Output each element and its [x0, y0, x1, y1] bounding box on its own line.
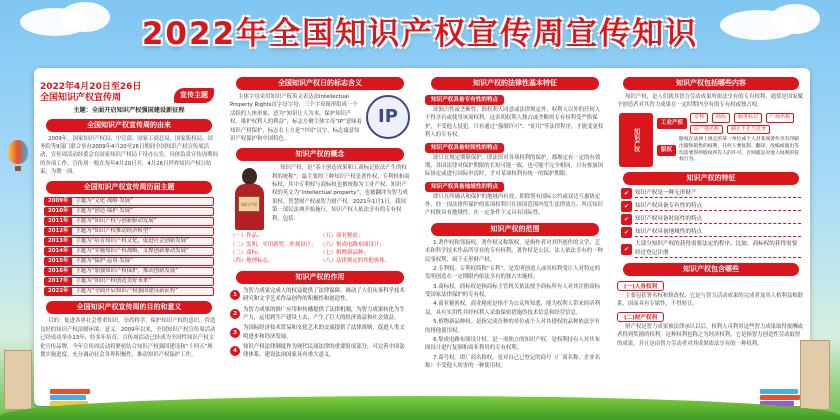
- ip-kind: （三）商标；: [230, 250, 263, 256]
- history-theme: 主题为“创造·保护·发展”: [72, 207, 214, 216]
- role-item: [230, 287, 410, 304]
- check-icon: ✔: [621, 188, 632, 199]
- diagram-branch-industrial: [657, 113, 803, 135]
- event-date: 2022年4月20日至26日: [40, 82, 142, 92]
- history-theme: 主题为“全面开启知识产权强国建设新征程”: [72, 287, 214, 296]
- page-title: 2022年全国知识产权宣传周宣传知识: [141, 16, 699, 52]
- balloon-basket-icon: [15, 166, 21, 171]
- history-theme: 主题为“加强知识产权保护，推动创新发展”: [72, 267, 214, 276]
- history-year: 2014年: [44, 247, 72, 256]
- section-header-features: 知识产权的特征: [623, 172, 799, 185]
- ip-kind: （二）发明、实用新型、外观设计；: [230, 241, 317, 248]
- scope-item: 2.专利权。专利权简称“专利”，是发明创造人或其权利受让人对特定的发明创造在一定期限内依法享有的独占实施权。: [425, 265, 601, 281]
- history-item: [44, 247, 214, 256]
- contents-text: 知识产权，是人们就其智力劳动成果所依法享有的专有权利，通常是国家赋予创造者对其智力成果在一定时期内享有的专有权或独占权。: [617, 94, 803, 109]
- scope-item: 6.集成电路布图设计权。是一项独立的知识产权，是权利持有人对其布图设计进行复制和商业利用的专有权利。: [425, 336, 600, 352]
- personal-rights-label: (一)人身权利: [617, 281, 664, 291]
- history-theme: 主题为“知识产权推动经济转型”: [72, 227, 214, 236]
- feature-item: [621, 227, 801, 238]
- feature-text: 知识产权具备时间性的特点: [635, 215, 801, 225]
- diagram-branches: [653, 113, 803, 167]
- scope-item: 1.著作权和邻接权。著作权又称版权，是指作者对其所创作的文学、艺术和科学技术作品所享有的专有权利。著作权是公民、法人依法享有的一种民事权利，属于无形财产权。: [425, 239, 603, 263]
- check-icon: ✔: [621, 201, 632, 212]
- history-year: 2009年: [44, 197, 72, 206]
- theme-badge: 宣传主题: [174, 88, 214, 103]
- history-theme: 主题为“培育知识产权文化，促进社会创新发展”: [72, 237, 214, 246]
- scope-item: 4.商业秘密权。商业秘密是指不为公众所知悉，能为权利人带来经济利益，具有实用性并经权利人采取保密措施的技术信息和经营信息。: [425, 301, 600, 316]
- person-head: [242, 168, 257, 185]
- ip-structure-diagram: [619, 113, 803, 167]
- feature-region-label: 知识产权具备地域性的特点: [425, 182, 504, 192]
- column-1: [40, 74, 218, 400]
- number-badge: 2: [230, 309, 240, 319]
- history-year: 2010年: [44, 207, 72, 216]
- role-text: 为智力成果完成人的权益提供了法律保障，调动了人们从事科学技术研究和文学艺术作品创作的积极性和创造性。: [243, 287, 405, 303]
- ip-kind: （一）作品；: [230, 233, 263, 240]
- section-header-logo: 全国知识产权日的标志含义: [236, 77, 404, 90]
- column-2: [230, 74, 410, 400]
- diagram-leaf: 制止不正当竞争: [727, 125, 770, 135]
- purpose-text: 目的：促进各界社会尊重知识，崇尚科学，保护知识产权的意识，营造良好的知识产权法制环境。意义：2009年以来，全国知识产权宣传周活动已经成功举办13年，经多年培育，宣传周活动已经成为全国性知识产权文化宣传品牌，今年宣传周活动将紧密结合知识产权强国建设和“十四五”规划实施进度，充分调动社会各界积极性，推动知识产权保护工作。: [40, 318, 216, 358]
- number-badge: 1: [230, 290, 240, 300]
- history-item: [44, 207, 214, 216]
- history-list: [40, 197, 218, 296]
- history-year: 2012年: [44, 227, 72, 236]
- history-item: [44, 237, 214, 246]
- check-icon: ✔: [621, 244, 632, 255]
- number-badge: 4: [230, 346, 240, 356]
- section-header-concept: 知识产权的概念: [236, 148, 404, 161]
- person-holding-book-illustration: [230, 166, 268, 230]
- scope-item: 7.商号权。即厂商名称权，是对自己已登记的商号（厂商名称、企业名称）不受他人妨害的一种使用权。: [425, 354, 600, 369]
- history-item: [44, 287, 214, 296]
- history-year: 2022年: [44, 287, 72, 296]
- history-item: [44, 217, 214, 226]
- diagram-leaf: 商标: [712, 113, 730, 123]
- role-item: [230, 343, 410, 360]
- diagram-leaf: 原产地名称: [690, 125, 723, 135]
- feature-text: 知识产权具备专有性的特点: [635, 202, 801, 212]
- building-illustration: [800, 340, 830, 410]
- diagram-root: 知识产权: [619, 113, 653, 167]
- section-header-scope: 知识产权的范围: [431, 223, 599, 236]
- section-header-history: 全国知识产权宣传周历届主题: [46, 181, 212, 194]
- history-theme: 主题为“保护·运用·发展”: [72, 257, 214, 266]
- feature-time-label: 知识产权具备时间性的特点: [425, 143, 504, 153]
- ip-kind: （七）植物新品种；: [320, 250, 369, 256]
- history-item: [44, 257, 214, 266]
- ip-logo-icon: IP: [366, 95, 410, 139]
- diagram-category: 版权: [657, 145, 676, 156]
- diagram-leaf: 服务标记: [734, 113, 762, 123]
- history-theme: 主题为“知识产权创造美好未来”: [72, 277, 214, 286]
- feature-item: [621, 214, 801, 225]
- origin-text: 2009年，国家知识产权局、中宣部、国家工商总局、国家版权局、国务院等9部门联合举办2009年4月20至26日期间全国知识产权宣传周活动，宣传周活动经委会在国家知识产权局下设办公室，具体负责宣传周期间的各项工作。宣传周一般在每年4月20日开，4月26日世界知识产权日结束，为期一周。: [40, 135, 218, 176]
- scope-item: 5.植物新品种权。是指完成育种的单位或个人对其授权的品种依法享有的排他使用权。: [425, 319, 600, 334]
- ip-kinds-grid: [230, 232, 410, 266]
- history-item: [44, 277, 214, 286]
- history-item: [44, 227, 214, 236]
- ip-kind: （六）集成电路布图设计；: [320, 241, 385, 248]
- role-item: [230, 306, 410, 323]
- diagram-leaves: [690, 113, 803, 135]
- history-year: 2015年: [44, 257, 72, 266]
- role-text: 为国际经济技术贸易和文化艺术的交流提供了法律准则，促进人类文明进步和经济发展。: [243, 325, 405, 340]
- ip-kind: （五）商业秘密；: [320, 233, 364, 240]
- history-item: [44, 267, 214, 276]
- feature-time-text: 即只在规定期限保护。即法律对各项权利的保护，都规定有一定的有效期，各国法律对保护期限的长短可能一致，也可能不完全相同，只有参加国际协定或进行国际申请时，才对某项权利有统一的保护期限。: [425, 154, 603, 178]
- building-illustration: [4, 350, 32, 410]
- diagram-leaf: 厂商名称: [766, 113, 794, 123]
- property-rights-label: (二)财产权利: [617, 312, 664, 322]
- history-year: 2016年: [44, 267, 72, 276]
- book-icon: 知识产权: [238, 196, 260, 212]
- role-text: 为智力成果的推广应用和传播提供了法律机制，为智力成果转化为生产力，运用到生产建设上去，产生了巨大的经济效益和社会效益。: [243, 306, 405, 321]
- feature-exclusive-text: 即独占性或垄断性；除权利人同意或法律规定外，权利人以外的任何人不得享有或使用该项权利。这表明权利人独占或垄断的专有权利受严格保护，不受他人侵犯。只有通过“强制许可”、“征用”等法律程序，才能变更权利人的专有权。: [425, 107, 604, 139]
- books-stack-right-icon: [760, 388, 800, 406]
- check-icon: ✔: [621, 214, 632, 225]
- history-theme: 主题为“文化·战略·发展”: [72, 197, 214, 206]
- concept-text: 知识产权，是“基于创造成果和工商标记依法产生的权利的统称”。最主要的三种知识产权是著作权、专利权和商标权，其中专利权与商标权也被统称为工业产权。知识产权的英文为“intellectual property”，也被翻译为智力成果权、智慧财产权或智力财产权。2021年1月1日，我国第一部民法典开始施行，知识产权人依法享有的专有权利，包括：: [272, 165, 410, 222]
- diagram-category: 工业产权: [657, 118, 687, 129]
- feature-item: [621, 188, 801, 199]
- diagram-leaf: 专利: [690, 113, 708, 123]
- section-header-purpose: 全国知识产权宣传周的目的和意义: [46, 301, 212, 314]
- history-theme: 主题为“知识产权与创新驱动发展”: [72, 217, 214, 226]
- ip-kind: （八）法律规定的其他客体。: [320, 258, 391, 265]
- role-item: [230, 324, 410, 341]
- history-theme: 主题为“实施知识产权战略，支撑创新驱动发展”: [72, 247, 214, 256]
- number-badge: 3: [230, 328, 240, 338]
- feature-text: 知识产权具备地域性的特点: [635, 228, 801, 238]
- history-year: 2013年: [44, 237, 72, 246]
- logo-text: 主体字母采用知识产权英文表达法intellectual Property Rights首字母字母，三个字母图形组成一个活跃的人体形象，意为“知识让人为本，保护知识产权，维护权利人的利益”，标志左侧主体字母“IP”意味着知识产权保护，标志右上方是“中国”汉字，标志寓意知识产权保护和中国特色。: [230, 94, 362, 142]
- property-rights-text: 财产权是智力成果被法律承认以后，权利人可利用这些智力成果取得报酬或者得到奖励的权利，这种权利也称之为经济权利。它是指智力创造性劳动取得的成果，并且是由智力劳动者对其成果依法享有的一种权利。: [617, 323, 803, 347]
- copyright-text: 版权在法律上规定的某一单位或个人对某项著作享有印刷出版和销售的权利，任何人要复制、翻译、改编或演出等均需要得到版权所有人的许可，否则就是对他人权利的侵权行为。: [679, 137, 799, 163]
- ip-kind: （四）地理标志；: [230, 258, 274, 265]
- hot-air-balloon-icon: [8, 140, 28, 164]
- role-text: 知识产权法律制度作为现代民商法律的重要组成部分，可完善中国法律体系，建设法治国家具有重大意义。: [243, 344, 405, 359]
- check-icon: ✔: [621, 227, 632, 238]
- history-year: 2017年: [44, 277, 72, 286]
- column-4: [617, 74, 805, 400]
- column-3: [425, 74, 605, 400]
- scope-item: 3.商标权。商标权是指商标主管机关依法授予商标所有人对其注册商标受国家法律保护的专有权。: [425, 283, 600, 298]
- personal-rights-text: 主要包括署名权和修改权，它是与智力活动成果的完成者及其人格利益相联系，因而具有专属性，不得转让。: [617, 293, 803, 308]
- section-header-contents: 知识产权包括哪些内容: [623, 77, 799, 90]
- section-header-rights: 知识产权包含哪些: [623, 263, 799, 276]
- section-header-legal-features: 知识产权的法律性基本特征: [431, 77, 599, 90]
- history-year: 2011年: [44, 217, 72, 226]
- history-item: [44, 197, 214, 206]
- feature-item: [621, 201, 801, 212]
- feature-text: 大部分知识产权的获得需要法定的程序，比如，商标权的获得需要经过登记注册: [635, 240, 801, 258]
- section-header-role: 知识产权的作用: [236, 271, 404, 284]
- feature-item: [621, 240, 801, 258]
- feature-text: 知识产权是一种无形财产: [635, 189, 801, 199]
- feature-region-text: 即只在所确认和保护的地域内有效；即除签有国际公约或双边互惠协定外，经一国法律所保护的某项权利只在该国范围内发生法律效力。所以知识产权既具有地域性，在一定条件下又具有国际性。: [425, 193, 603, 217]
- feature-exclusive-label: 知识产权具备专有性的特点: [425, 95, 504, 105]
- date-block: [40, 82, 218, 104]
- diagram-branch-copyright: [657, 137, 803, 164]
- section-header-origin: 全国知识产权宣传周的由来: [46, 119, 212, 132]
- event-name: 全国知识产权宣传周: [40, 93, 122, 103]
- theme-text: 主题：全面开启知识产权强国建设新征程: [73, 107, 185, 114]
